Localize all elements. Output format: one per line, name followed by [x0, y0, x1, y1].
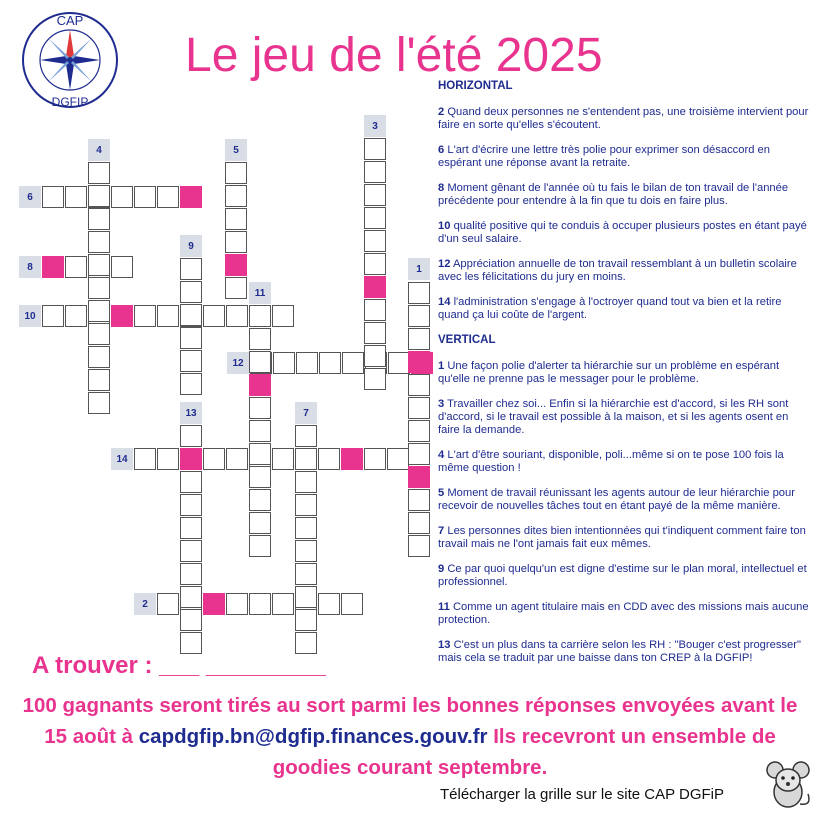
clue-number: 1 — [438, 360, 445, 372]
clue-text: Appréciation annuelle de ton travail ressemblant à un bulletin scolaire avec les félicitations du jury en moins. — [438, 258, 797, 283]
grid-cell[interactable] — [249, 351, 271, 373]
highlighted-cell[interactable] — [341, 448, 363, 470]
highlighted-cell[interactable] — [203, 593, 225, 615]
grid-cell[interactable] — [272, 448, 294, 470]
clue-label-13: 13 — [180, 402, 202, 424]
clue-text: Moment de travail réunissant les agents autour de leur hiérarchie pour recevoir de nouvelles tâches tout en étant payé de la même manière. — [438, 487, 795, 512]
grid-cell[interactable] — [342, 352, 364, 374]
clue-label-4: 4 — [88, 139, 110, 161]
logo-top-text: CAP — [56, 13, 84, 28]
grid-cell[interactable] — [225, 231, 247, 253]
clue-label-12: 12 — [227, 352, 249, 374]
highlighted-cell[interactable] — [364, 276, 386, 298]
grid-cell[interactable] — [408, 489, 430, 511]
grid-cell[interactable] — [226, 593, 248, 615]
grid-cell[interactable] — [408, 328, 430, 350]
grid-cell[interactable] — [134, 305, 156, 327]
clue-text: l'administration s'engage à l'octroyer quand tout va bien et la retire quand ça lui coûte de l'argent. — [438, 296, 782, 321]
horizontal-clue — [438, 296, 810, 322]
grid-cell[interactable] — [364, 253, 386, 275]
grid-cell[interactable] — [364, 230, 386, 252]
grid-cell[interactable] — [364, 368, 386, 390]
grid-cell[interactable] — [225, 185, 247, 207]
prize-text — [10, 690, 810, 783]
grid-cell[interactable] — [225, 208, 247, 230]
grid-cell[interactable] — [364, 299, 386, 321]
clue-label-5: 5 — [225, 139, 247, 161]
grid-cell[interactable] — [341, 593, 363, 615]
vertical-clue — [438, 360, 810, 386]
grid-cell[interactable] — [408, 282, 430, 304]
grid-cell[interactable] — [42, 186, 64, 208]
grid-cell[interactable] — [88, 323, 110, 345]
vertical-clue — [438, 398, 810, 437]
clue-text: Comme un agent titulaire mais en CDD avec des missions mais aucune protection. — [438, 601, 809, 626]
grid-cell[interactable] — [180, 327, 202, 349]
grid-cell[interactable] — [295, 609, 317, 631]
grid-cell[interactable] — [388, 352, 410, 374]
grid-cell[interactable] — [273, 352, 295, 374]
grid-cell[interactable] — [272, 593, 294, 615]
grid-cell[interactable] — [295, 425, 317, 447]
clue-label-8: 8 — [19, 256, 41, 278]
grid-cell[interactable] — [249, 593, 271, 615]
clue-label-9: 9 — [180, 235, 202, 257]
horizontal-clue — [438, 106, 810, 132]
highlighted-cell[interactable] — [225, 254, 247, 276]
grid-cell[interactable] — [408, 512, 430, 534]
download-note: Télécharger la grille sur le site CAP DGFiP — [440, 786, 724, 803]
horizontal-clue — [438, 144, 810, 170]
clue-text: Les personnes dites bien intentionnées qui t'indiquent comment faire ton travail mais ne l'ont jamais fait eux mêmes. — [438, 525, 806, 550]
grid-cell[interactable] — [272, 305, 294, 327]
grid-cell[interactable] — [364, 345, 386, 367]
grid-cell[interactable] — [249, 466, 271, 488]
grid-cell[interactable] — [65, 256, 87, 278]
grid-cell[interactable] — [225, 277, 247, 299]
grid-cell[interactable] — [88, 300, 110, 322]
grid-cell[interactable] — [364, 184, 386, 206]
clue-number: 4 — [438, 449, 445, 461]
grid-cell[interactable] — [408, 420, 430, 442]
clue-label-14: 14 — [111, 448, 133, 470]
grid-cell[interactable] — [88, 162, 110, 184]
answer-label: A trouver : ___ _________ — [32, 652, 326, 679]
clue-text: L'art d'être souriant, disponible, poli...même si on te pose 100 fois la même question ! — [438, 449, 784, 474]
clue-number: 10 — [438, 220, 451, 232]
grid-cell[interactable] — [180, 373, 202, 395]
grid-cell[interactable] — [408, 305, 430, 327]
grid-cell[interactable] — [65, 305, 87, 327]
highlighted-cell[interactable] — [408, 466, 430, 488]
vertical-heading: VERTICAL — [438, 334, 496, 346]
vertical-clue — [438, 525, 810, 551]
grid-cell[interactable] — [134, 186, 156, 208]
grid-cell[interactable] — [226, 448, 248, 470]
clue-text: Ce par quoi quelqu'un est digne d'estime sur le plan moral, intellectuel et professionnel. — [438, 563, 807, 588]
grid-cell[interactable] — [249, 489, 271, 511]
clue-text: qualité positive qui te conduis à occuper plusieurs postes en étant payé d'un seul salaire. — [438, 220, 807, 245]
clue-number: 7 — [438, 525, 445, 537]
highlighted-cell[interactable] — [408, 351, 430, 373]
clue-text: Moment gênant de l'année où tu fais le bilan de ton travail de l'année précédente pour entendre à la fin que tu dois en faire plus. — [438, 182, 789, 207]
grid-cell[interactable] — [111, 186, 133, 208]
grid-cell[interactable] — [180, 471, 202, 493]
horizontal-clues — [438, 106, 810, 322]
grid-cell[interactable] — [296, 352, 318, 374]
vertical-clue — [438, 487, 810, 513]
grid-cell[interactable] — [88, 231, 110, 253]
grid-cell[interactable] — [180, 563, 202, 585]
highlighted-cell[interactable] — [180, 186, 202, 208]
grid-cell[interactable] — [249, 535, 271, 557]
grid-cell[interactable] — [364, 322, 386, 344]
grid-cell[interactable] — [249, 512, 271, 534]
clue-number: 2 — [438, 106, 445, 118]
grid-cell[interactable] — [88, 392, 110, 414]
grid-cell[interactable] — [180, 281, 202, 303]
clue-number: 6 — [438, 144, 445, 156]
page-title: Le jeu de l'été 2025 — [185, 29, 603, 82]
grid-cell[interactable] — [408, 374, 430, 396]
grid-cell[interactable] — [180, 586, 202, 608]
highlighted-cell[interactable] — [111, 305, 133, 327]
grid-cell[interactable] — [111, 256, 133, 278]
grid-cell[interactable] — [408, 443, 430, 465]
highlighted-cell[interactable] — [249, 374, 271, 396]
logo-bottom-text: DGFIP — [51, 95, 89, 109]
grid-cell[interactable] — [88, 369, 110, 391]
grid-cell[interactable] — [249, 305, 271, 327]
grid-cell[interactable] — [180, 304, 202, 326]
contact-email[interactable]: capdgfip.bn@dgfip.finances.gouv.fr — [138, 725, 488, 748]
grid-cell[interactable] — [364, 138, 386, 160]
grid-cell[interactable] — [318, 593, 340, 615]
clue-label-1: 1 — [408, 258, 430, 280]
grid-cell[interactable] — [295, 586, 317, 608]
highlighted-cell[interactable] — [180, 448, 202, 470]
grid-cell[interactable] — [134, 448, 156, 470]
grid-cell[interactable] — [88, 185, 110, 207]
clue-label-7: 7 — [295, 402, 317, 424]
horizontal-clue — [438, 220, 810, 246]
grid-cell[interactable] — [42, 305, 64, 327]
clue-number: 8 — [438, 182, 445, 194]
vertical-clue — [438, 601, 810, 627]
grid-cell[interactable] — [157, 448, 179, 470]
vertical-clues — [438, 360, 810, 665]
grid-cell[interactable] — [180, 258, 202, 280]
grid-cell[interactable] — [295, 632, 317, 654]
grid-cell[interactable] — [295, 540, 317, 562]
clue-number: 9 — [438, 563, 445, 575]
grid-cell[interactable] — [88, 277, 110, 299]
clue-number: 12 — [438, 258, 451, 270]
grid-cell[interactable] — [88, 346, 110, 368]
clue-number: 14 — [438, 296, 451, 308]
grid-cell[interactable] — [157, 305, 179, 327]
grid-cell[interactable] — [408, 535, 430, 557]
grid-cell[interactable] — [318, 448, 340, 470]
clue-label-11: 11 — [249, 282, 271, 304]
highlighted-cell[interactable] — [42, 256, 64, 278]
vertical-clue — [438, 563, 810, 589]
grid-cell[interactable] — [364, 448, 386, 470]
grid-cell[interactable] — [180, 350, 202, 372]
grid-cell[interactable] — [226, 305, 248, 327]
grid-cell[interactable] — [249, 328, 271, 350]
horizontal-clue — [438, 182, 810, 208]
grid-cell[interactable] — [295, 517, 317, 539]
clue-text: C'est un plus dans ta carrière selon les RH : "Bouger c'est progresser" mais cela se traduit par une baisse dans ton CREP à la DGFIP! — [438, 639, 801, 664]
horizontal-heading: HORIZONTAL — [438, 80, 513, 92]
clue-label-3: 3 — [364, 115, 386, 137]
grid-cell[interactable] — [295, 563, 317, 585]
clue-label-6: 6 — [19, 186, 41, 208]
grid-cell[interactable] — [387, 448, 409, 470]
grid-cell[interactable] — [364, 161, 386, 183]
grid-cell[interactable] — [295, 471, 317, 493]
grid-cell[interactable] — [203, 448, 225, 470]
clue-label-10: 10 — [19, 305, 41, 327]
grid-cell[interactable] — [249, 397, 271, 419]
clue-number: 3 — [438, 398, 445, 410]
grid-cell[interactable] — [364, 207, 386, 229]
grid-cell[interactable] — [180, 540, 202, 562]
prize-text-part2: Ils recevront un ensemble de goodies courant septembre. — [272, 725, 776, 779]
clue-text: Quand deux personnes ne s'entendent pas, une troisième intervient pour faire en sorte qu'elles s'écoutent. — [438, 106, 809, 131]
clue-number: 13 — [438, 639, 451, 651]
vertical-clue — [438, 639, 810, 665]
clue-text: Travailler chez soi... Enfin si la hiérarchie est d'accord, si les RH sont d'accord, si le travail est possible à la maison, et si les agents osent en faire la demande. — [438, 398, 789, 436]
grid-cell[interactable] — [180, 494, 202, 516]
clue-number: 11 — [438, 601, 450, 613]
grid-cell[interactable] — [157, 593, 179, 615]
grid-cell[interactable] — [180, 425, 202, 447]
grid-cell[interactable] — [88, 208, 110, 230]
crossword-grid — [0, 0, 438, 650]
horizontal-clue — [438, 258, 810, 284]
grid-cell[interactable] — [88, 254, 110, 276]
clue-number: 5 — [438, 487, 445, 499]
vertical-clue — [438, 449, 810, 475]
grid-cell[interactable] — [249, 443, 271, 465]
grid-cell[interactable] — [157, 186, 179, 208]
mouse-mascot-icon — [762, 756, 814, 812]
grid-cell[interactable] — [180, 609, 202, 631]
clue-text: Une façon polie d'alerter ta hiérarchie sur un problème en espérant qu'elle ne prenne pas le messager pour le problème. — [438, 360, 780, 385]
grid-cell[interactable] — [203, 305, 225, 327]
grid-cell[interactable] — [408, 397, 430, 419]
grid-cell[interactable] — [295, 448, 317, 470]
prize-text-part1: 100 gagnants seront tirés au sort parmi les bonnes réponses envoyées avant le 15 août à — [22, 694, 798, 748]
clue-text: L'art d'écrire une lettre très polie pour exprimer son désaccord en espérant une réponse avant la retraite. — [438, 144, 771, 169]
grid-cell[interactable] — [225, 162, 247, 184]
grid-cell[interactable] — [180, 517, 202, 539]
grid-cell[interactable] — [65, 186, 87, 208]
grid-cell[interactable] — [249, 420, 271, 442]
grid-cell[interactable] — [319, 352, 341, 374]
clues-panel — [438, 80, 810, 677]
grid-cell[interactable] — [180, 632, 202, 654]
clue-label-2: 2 — [134, 593, 156, 615]
grid-cell[interactable] — [295, 494, 317, 516]
